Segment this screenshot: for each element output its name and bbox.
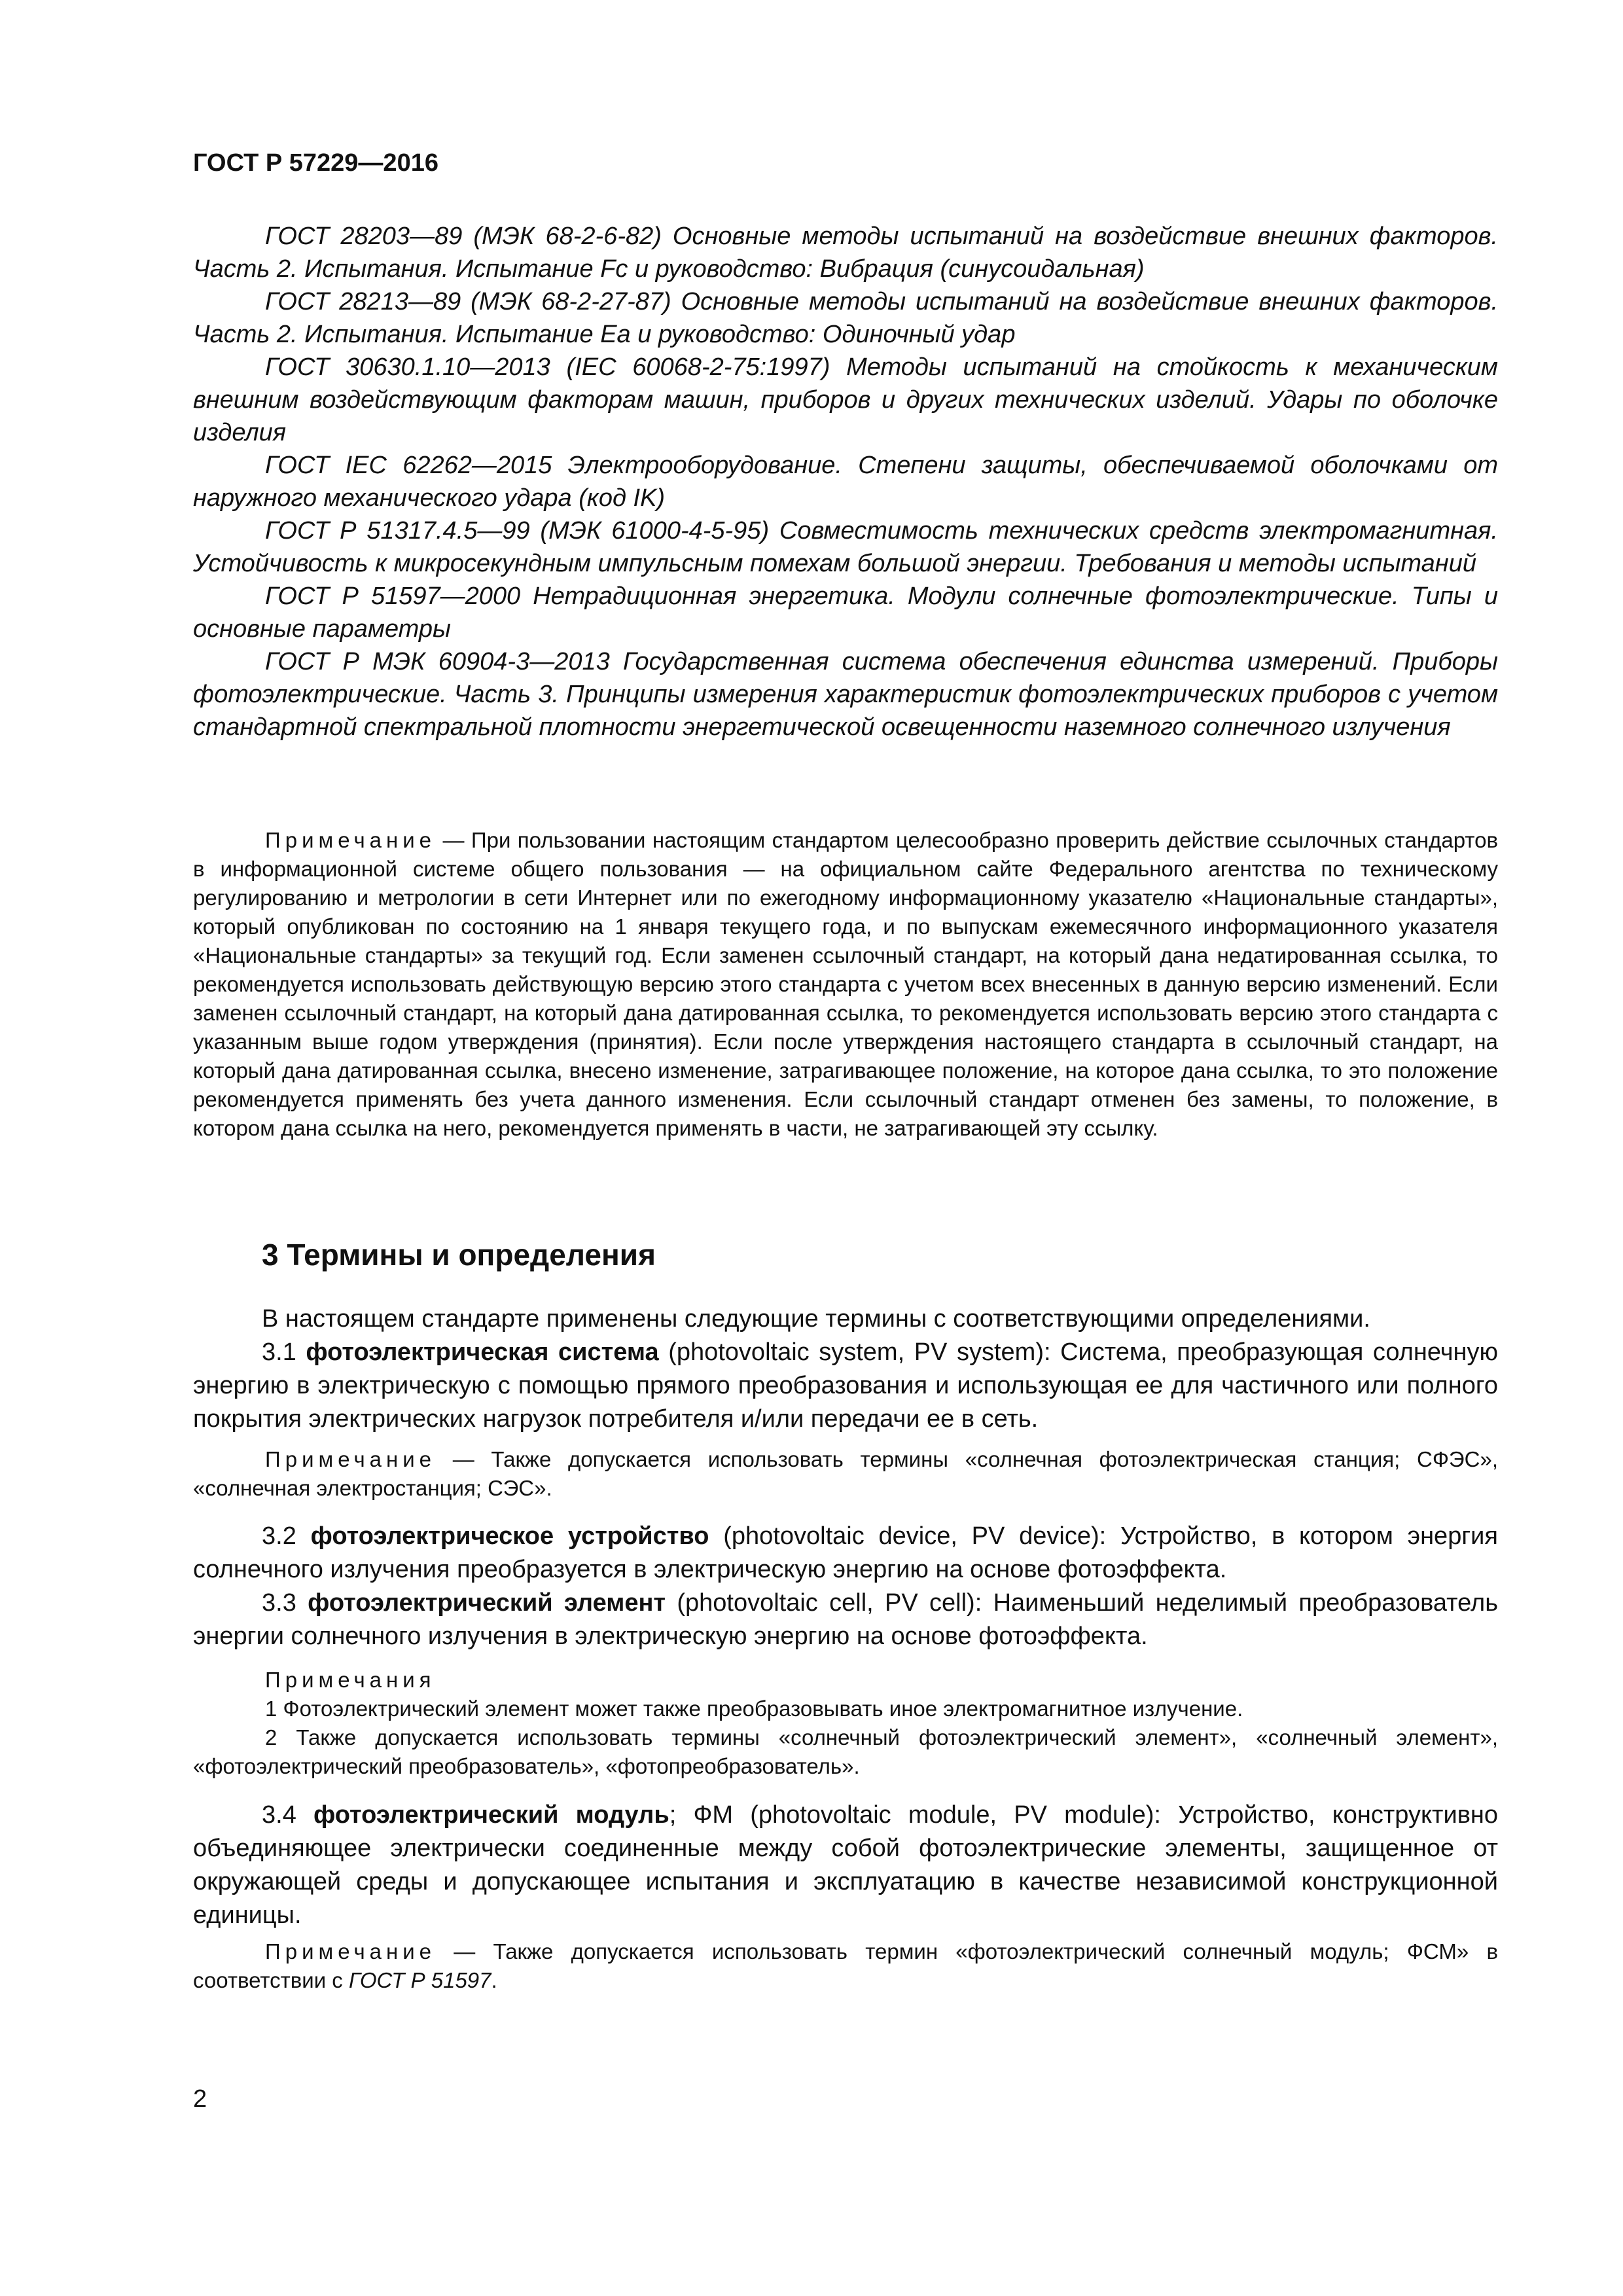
term-3-3 (193, 1587, 1498, 1653)
reference-item: ГОСТ Р 51317.4.5—99 (МЭК 61000-4-5-95) Совместимость технических средств электромагнитная. Устойчивость к микросекундным импульсным помехам большой энергии. Требования и методы испытаний (193, 517, 1498, 577)
term-name: фотоэлектрический элемент (308, 1589, 666, 1617)
reference-item: ГОСТ 28213—89 (МЭК 68-2-27-87) Основные методы испытаний на воздействие внешних факторов. Часть 2. Испытания. Испытание Ea и руководство: Одиночный удар (193, 288, 1498, 348)
note-label: Примечание (265, 1939, 437, 1964)
reference-item: ГОСТ IEC 62262—2015 Электрооборудование. Степени защиты, обеспечиваемой оболочками от наружного механического удара (код IK) (193, 452, 1498, 512)
normative-references (193, 220, 1498, 744)
term-definition: (photovoltaic device, PV device): Устройство, в котором энергия солнечного излучения преобразуется в электрическую энергию на основе фотоэффекта. (193, 1522, 1498, 1583)
references-note (193, 826, 1498, 1143)
term-definition: (photovoltaic cell, PV cell): Наименьший неделимый преобразователь энергии солнечного излучения в электрическую энергию на основе фотоэффекта. (193, 1589, 1498, 1650)
term-number: 3.3 (262, 1589, 308, 1617)
note-reference: ГОСТ Р 51597 (348, 1968, 491, 1992)
note-end: . (491, 1968, 497, 1992)
term-definition: ; ФМ (photovoltaic module, PV module): Устройство, конструктивно объединяющее электрически соединенные между собой фотоэлектрические элементы, защищенное от окружающей среды и допускающее испытания и эксплуатацию в качестве независимой конструкционной единицы. (193, 1801, 1498, 1929)
term-3-2 (193, 1520, 1498, 1587)
term-name: фотоэлектрическая система (306, 1338, 659, 1366)
term-name: фотоэлектрический модуль (313, 1801, 669, 1829)
page-number: 2 (193, 2085, 207, 2113)
note-text: — Также допускается использовать термины «солнечная фотоэлектрическая станция; СФЭС», «солнечная электростанция; СЭС». (193, 1447, 1498, 1500)
note-3-1 (193, 1445, 1498, 1503)
section-intro: В настоящем стандарте применены следующие термины с соответствующими определениями. (262, 1305, 1370, 1333)
term-definition: (photovoltaic system, PV system): Система, преобразующая солнечную энергию в электрическую с помощью прямого преобразования и использующая ее для частичного или полного покрытия электрических нагрузок потребителя и/или передачи ее в сеть. (193, 1338, 1498, 1433)
term-3-4 (193, 1799, 1498, 1932)
section-title: 3 Термины и определения (262, 1238, 656, 1272)
note-text: — Также допускается использовать термин «фотоэлектрический солнечный модуль; ФСМ» в соответствии с (193, 1939, 1498, 1992)
term-number: 3.1 (262, 1338, 306, 1366)
note-item: 2 Также допускается использовать термины «солнечный фотоэлектрический элемент», «солнечный элемент», «фотоэлектрический преобразователь», «фотопреобразователь». (193, 1725, 1498, 1778)
term-number: 3.4 (262, 1801, 314, 1829)
note-item: 1 Фотоэлектрический элемент может также преобразовывать иное электромагнитное излучение. (265, 1696, 1243, 1721)
reference-item: ГОСТ Р 51597—2000 Нетрадиционная энергетика. Модули солнечные фотоэлектрические. Типы и основные параметры (193, 583, 1498, 643)
reference-item: ГОСТ Р МЭК 60904-3—2013 Государственная система обеспечения единства измерений. Приборы фотоэлектрические. Часть 3. Принципы измерения характеристик фотоэлектрических приборов с учетом стандартной спектральной плотности энергетической освещенности наземного солнечного излучения (193, 648, 1498, 741)
document-header: ГОСТ Р 57229—2016 (193, 149, 438, 177)
term-3-1 (193, 1336, 1498, 1436)
note-3-3 (193, 1666, 1498, 1781)
note-text: — При пользовании настоящим стандартом целесообразно проверить действие ссылочных стандартов в информационной системе общего пользования — на официальном сайте Федерального агентства по техническому регулированию и метрологии в сети Интернет или по ежегодному информационному указателю «Национальные стандарты», который опубликован по состоянию на 1 января текущего года, и по выпускам ежемесячного информационного указателя «Национальные стандарты» за текущий год. Если заменен ссылочный стандарт, на который дана недатированная ссылка, то рекомендуется использовать действующую версию этого стандарта с учетом всех внесенных в данную версию изменений. Если заменен ссылочный стандарт, на который дана датированная ссылка, то рекомендуется использовать версию этого стандарта с указанным выше годом утверждения (принятия). Если после утверждения настоящего стандарта в ссылочный стандарт, на который дана датированная ссылка, внесено изменение, затрагивающее положение, на которое дана ссылка, то это положение рекомендуется применять без учета данного изменения. Если ссылочный стандарт отменен без замены, то положение, в котором дана ссылка на него, рекомендуется применять в части, не затрагивающей эту ссылку. (193, 828, 1498, 1140)
note-label: Примечание (265, 828, 437, 852)
term-name: фотоэлектрическое устройство (310, 1522, 709, 1550)
notes-label: Примечания (265, 1668, 436, 1692)
note-3-4 (193, 1937, 1498, 1995)
term-number: 3.2 (262, 1522, 311, 1550)
reference-item: ГОСТ 30630.1.10—2013 (IEC 60068-2-75:1997) Методы испытаний на стойкость к механическим внешним воздействующим факторам машин, приборов и других технических изделий. Удары по оболочке изделия (193, 353, 1498, 446)
reference-item: ГОСТ 28203—89 (МЭК 68-2-6-82) Основные методы испытаний на воздействие внешних факторов. Часть 2. Испытания. Испытание Fc и руководство: Вибрация (синусоидальная) (193, 223, 1498, 283)
note-label: Примечание (265, 1447, 437, 1471)
